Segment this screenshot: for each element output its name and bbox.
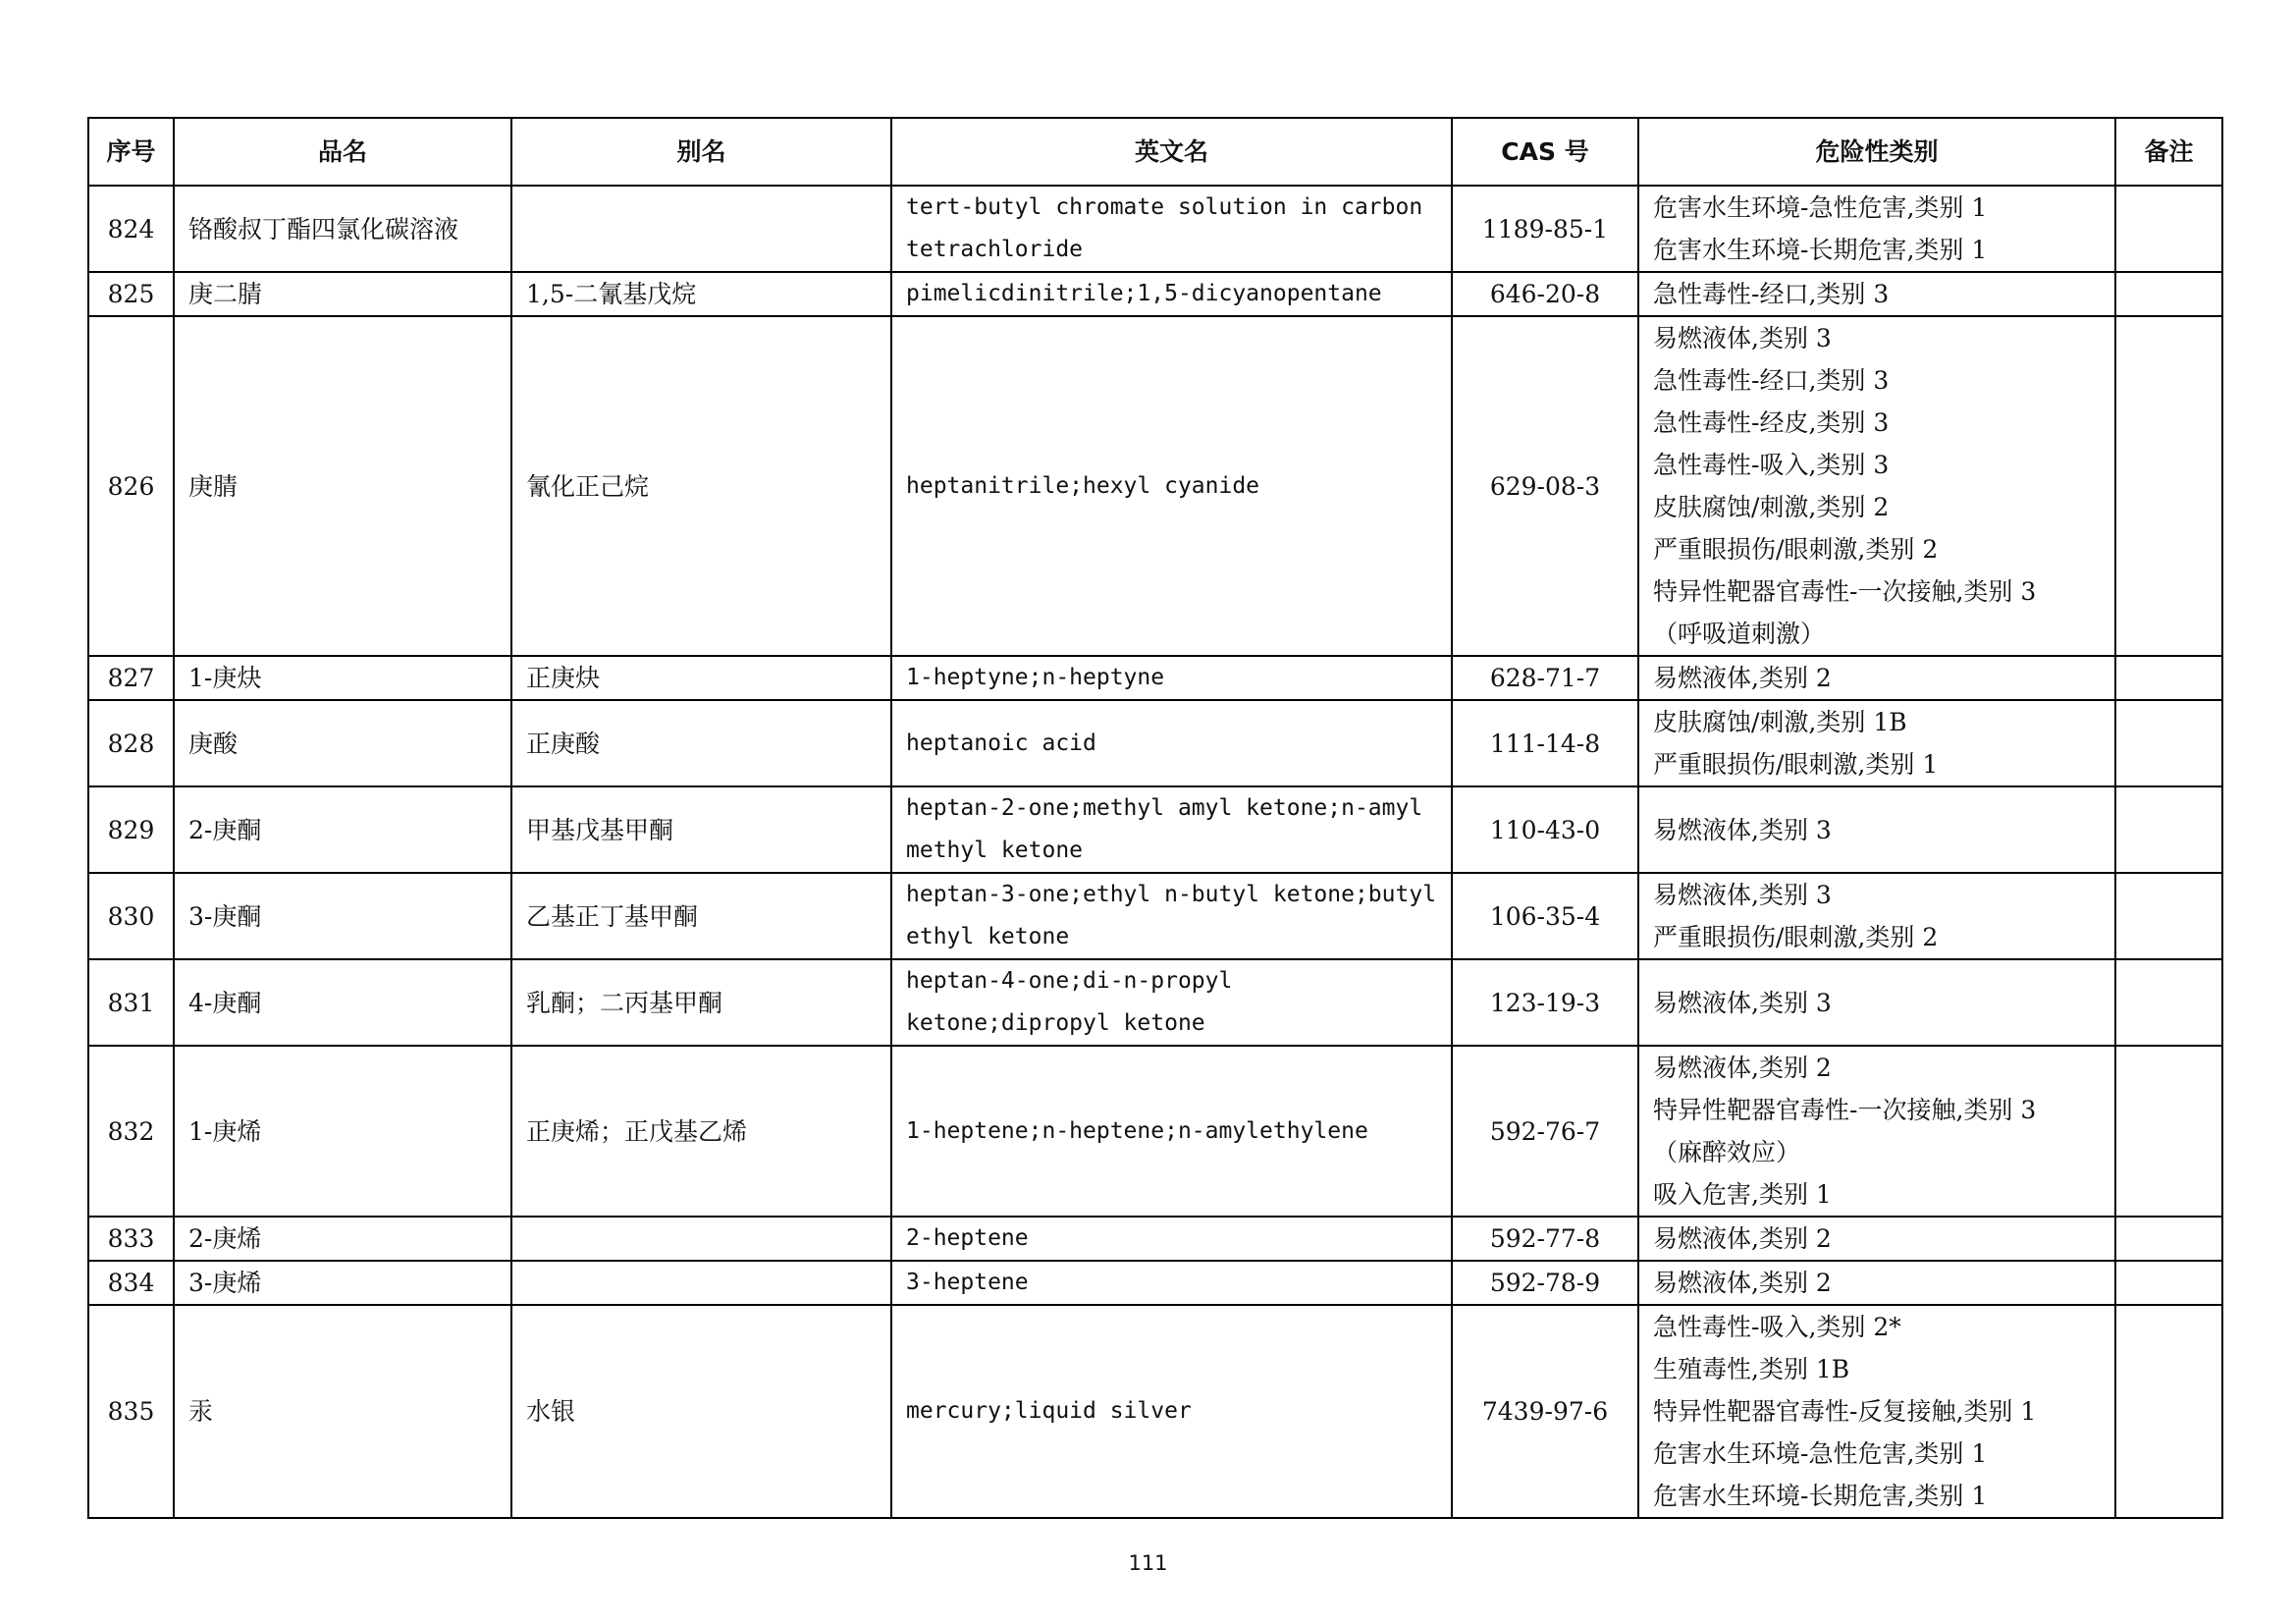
- hazard-line: 急性毒性-经口,类别 3: [1653, 366, 1890, 395]
- row-product-name: 4-庚酮: [174, 959, 511, 1046]
- row-serial-number: 830: [88, 873, 174, 959]
- header-alias: 别名: [511, 118, 891, 186]
- row-product-name: 2-庚烯: [174, 1217, 511, 1261]
- table-row: [88, 786, 2222, 873]
- row-english-name: [891, 272, 1452, 316]
- row-remark: [2115, 272, 2222, 316]
- row-serial-number: 825: [88, 272, 174, 316]
- row-alias: 乙基正丁基甲酮: [511, 873, 891, 959]
- row-hazard-category: [1638, 700, 2115, 786]
- hazard-line: 易燃液体,类别 2: [1653, 1054, 1832, 1082]
- hazardous-chemicals-table: [87, 117, 2223, 1519]
- hazard-line: 危害水生环境-长期危害,类别 1: [1653, 1482, 1988, 1510]
- row-serial-number: 826: [88, 316, 174, 656]
- row-serial-number: 834: [88, 1261, 174, 1305]
- hazard-line: 易燃液体,类别 2: [1653, 1269, 1832, 1297]
- english-name-line: 1-heptene;n-heptene;n-amylethylene: [906, 1117, 1368, 1144]
- header-english-name: 英文名: [891, 118, 1452, 186]
- row-cas-number: 629-08-3: [1452, 316, 1638, 656]
- row-hazard-category: [1638, 272, 2115, 316]
- hazard-line: 特异性靶器官毒性-反复接触,类别 1: [1653, 1397, 2037, 1426]
- row-serial-number: 831: [88, 959, 174, 1046]
- row-english-name: [891, 786, 1452, 873]
- row-hazard-category: [1638, 1046, 2115, 1217]
- hazard-line: 易燃液体,类别 3: [1653, 881, 1832, 909]
- row-english-name: [891, 656, 1452, 700]
- row-cas-number: 646-20-8: [1452, 272, 1638, 316]
- row-hazard-category: [1638, 656, 2115, 700]
- row-product-name: 庚二腈: [174, 272, 511, 316]
- row-product-name: 1-庚炔: [174, 656, 511, 700]
- row-hazard-category: [1638, 959, 2115, 1046]
- row-hazard-category: [1638, 1261, 2115, 1305]
- english-name-line: pimelicdinitrile;1,5-dicyanopentane: [906, 281, 1382, 306]
- page-number: 111: [1128, 1551, 1168, 1575]
- row-english-name: [891, 186, 1452, 272]
- row-cas-number: 123-19-3: [1452, 959, 1638, 1046]
- hazard-line: 特异性靶器官毒性-一次接触,类别 3: [1653, 577, 2037, 606]
- hazard-line: 严重眼损伤/眼刺激,类别 2: [1653, 923, 1939, 951]
- hazard-line: 严重眼损伤/眼刺激,类别 2: [1653, 535, 1939, 564]
- row-remark: [2115, 1046, 2222, 1217]
- row-hazard-category: [1638, 1217, 2115, 1261]
- table-row: [88, 873, 2222, 959]
- row-remark: [2115, 186, 2222, 272]
- hazard-line: 危害水生环境-长期危害,类别 1: [1653, 236, 1988, 264]
- hazard-line: 易燃液体,类别 3: [1653, 988, 1832, 1017]
- english-name-line: heptanoic acid: [906, 730, 1096, 756]
- table-row: [88, 272, 2222, 316]
- table-row: [88, 316, 2222, 656]
- row-english-name: [891, 1305, 1452, 1518]
- row-serial-number: 827: [88, 656, 174, 700]
- row-english-name: [891, 959, 1452, 1046]
- table-row: [88, 656, 2222, 700]
- row-remark: [2115, 873, 2222, 959]
- row-english-name: [891, 1046, 1452, 1217]
- hazard-line: （麻醉效应）: [1653, 1138, 1801, 1166]
- row-alias: 1,5-二氰基戊烷: [511, 272, 891, 316]
- hazard-line: 皮肤腐蚀/刺激,类别 1B: [1653, 708, 1907, 736]
- row-hazard-category: [1638, 1305, 2115, 1518]
- row-alias: 甲基戊基甲酮: [511, 786, 891, 873]
- row-english-name: [891, 316, 1452, 656]
- row-serial-number: 835: [88, 1305, 174, 1518]
- table-row: [88, 1046, 2222, 1217]
- hazard-line: 危害水生环境-急性危害,类别 1: [1653, 193, 1988, 222]
- hazard-line: 生殖毒性,类别 1B: [1653, 1355, 1850, 1383]
- hazard-line: （呼吸道刺激）: [1653, 620, 1826, 648]
- english-name-line: ketone;dipropyl ketone: [906, 1010, 1205, 1036]
- row-product-name: 庚酸: [174, 700, 511, 786]
- table-row: [88, 959, 2222, 1046]
- row-hazard-category: [1638, 186, 2115, 272]
- english-name-line: heptanitrile;hexyl cyanide: [906, 472, 1260, 499]
- hazard-line: 严重眼损伤/眼刺激,类别 1: [1653, 750, 1939, 779]
- row-serial-number: 832: [88, 1046, 174, 1217]
- row-cas-number: 106-35-4: [1452, 873, 1638, 959]
- table-body: [88, 186, 2222, 1518]
- row-hazard-category: [1638, 873, 2115, 959]
- table-row: [88, 1261, 2222, 1305]
- row-alias: 正庚烯；正戊基乙烯: [511, 1046, 891, 1217]
- row-hazard-category: [1638, 316, 2115, 656]
- header-cas-number: CAS 号: [1452, 118, 1638, 186]
- table-row: [88, 700, 2222, 786]
- row-remark: [2115, 1261, 2222, 1305]
- table-row: [88, 1217, 2222, 1261]
- row-english-name: [891, 873, 1452, 959]
- header-remark: 备注: [2115, 118, 2222, 186]
- row-product-name: 铬酸叔丁酯四氯化碳溶液: [174, 186, 511, 272]
- english-name-line: methyl ketone: [906, 838, 1084, 863]
- hazard-line: 急性毒性-经口,类别 3: [1653, 280, 1890, 308]
- row-alias: 正庚炔: [511, 656, 891, 700]
- row-cas-number: 110-43-0: [1452, 786, 1638, 873]
- header-row: [88, 118, 2222, 186]
- row-serial-number: 829: [88, 786, 174, 873]
- table-row: [88, 186, 2222, 272]
- row-remark: [2115, 786, 2222, 873]
- english-name-line: ethyl ketone: [906, 924, 1070, 949]
- row-alias: 正庚酸: [511, 700, 891, 786]
- row-remark: [2115, 700, 2222, 786]
- row-remark: [2115, 1217, 2222, 1261]
- english-name-line: heptan-2-one;methyl amyl ketone;n-amyl: [906, 795, 1423, 821]
- row-product-name: 3-庚酮: [174, 873, 511, 959]
- hazardous-chemicals-table-container: [87, 117, 2221, 1519]
- row-product-name: 庚腈: [174, 316, 511, 656]
- row-product-name: 3-庚烯: [174, 1261, 511, 1305]
- table-row: [88, 1305, 2222, 1518]
- row-product-name: 2-庚酮: [174, 786, 511, 873]
- row-alias: [511, 1217, 891, 1261]
- header-product-name: 品名: [174, 118, 511, 186]
- row-cas-number: 111-14-8: [1452, 700, 1638, 786]
- row-alias: 乳酮；二丙基甲酮: [511, 959, 891, 1046]
- row-cas-number: 592-76-7: [1452, 1046, 1638, 1217]
- header-hazard-category: 危险性类别: [1638, 118, 2115, 186]
- english-name-line: mercury;liquid silver: [906, 1398, 1192, 1424]
- row-hazard-category: [1638, 786, 2115, 873]
- hazard-line: 皮肤腐蚀/刺激,类别 2: [1653, 493, 1890, 521]
- row-cas-number: 592-77-8: [1452, 1217, 1638, 1261]
- row-alias: [511, 1261, 891, 1305]
- row-cas-number: 1189-85-1: [1452, 186, 1638, 272]
- hazard-line: 急性毒性-经皮,类别 3: [1653, 408, 1890, 437]
- english-name-line: heptan-4-one;di-n-propyl: [906, 968, 1233, 994]
- english-name-line: tetrachloride: [906, 237, 1084, 262]
- hazard-line: 吸入危害,类别 1: [1653, 1180, 1832, 1209]
- table-header: [88, 118, 2222, 186]
- english-name-line: 1-heptyne;n-heptyne: [906, 665, 1165, 690]
- row-alias: 氰化正己烷: [511, 316, 891, 656]
- row-alias: [511, 186, 891, 272]
- english-name-line: 3-heptene: [906, 1270, 1029, 1295]
- row-serial-number: 828: [88, 700, 174, 786]
- english-name-line: 2-heptene: [906, 1225, 1029, 1251]
- row-remark: [2115, 959, 2222, 1046]
- row-remark: [2115, 656, 2222, 700]
- hazard-line: 易燃液体,类别 3: [1653, 324, 1832, 352]
- hazard-line: 易燃液体,类别 2: [1653, 1224, 1832, 1253]
- hazard-line: 急性毒性-吸入,类别 3: [1653, 451, 1890, 479]
- row-remark: [2115, 316, 2222, 656]
- row-english-name: [891, 1217, 1452, 1261]
- hazard-line: 危害水生环境-急性危害,类别 1: [1653, 1439, 1988, 1468]
- row-product-name: 1-庚烯: [174, 1046, 511, 1217]
- hazard-line: 特异性靶器官毒性-一次接触,类别 3: [1653, 1096, 2037, 1124]
- header-serial-number: 序号: [88, 118, 174, 186]
- row-english-name: [891, 1261, 1452, 1305]
- row-remark: [2115, 1305, 2222, 1518]
- row-product-name: 汞: [174, 1305, 511, 1518]
- hazard-line: 易燃液体,类别 2: [1653, 664, 1832, 692]
- row-english-name: [891, 700, 1452, 786]
- row-cas-number: 628-71-7: [1452, 656, 1638, 700]
- english-name-line: heptan-3-one;ethyl n-butyl ketone;butyl: [906, 882, 1437, 907]
- hazard-line: 易燃液体,类别 3: [1653, 815, 1832, 844]
- row-cas-number: 7439-97-6: [1452, 1305, 1638, 1518]
- row-alias: 水银: [511, 1305, 891, 1518]
- row-serial-number: 824: [88, 186, 174, 272]
- english-name-line: tert-butyl chromate solution in carbon: [906, 194, 1423, 220]
- hazard-line: 急性毒性-吸入,类别 2*: [1653, 1313, 1901, 1341]
- row-cas-number: 592-78-9: [1452, 1261, 1638, 1305]
- row-serial-number: 833: [88, 1217, 174, 1261]
